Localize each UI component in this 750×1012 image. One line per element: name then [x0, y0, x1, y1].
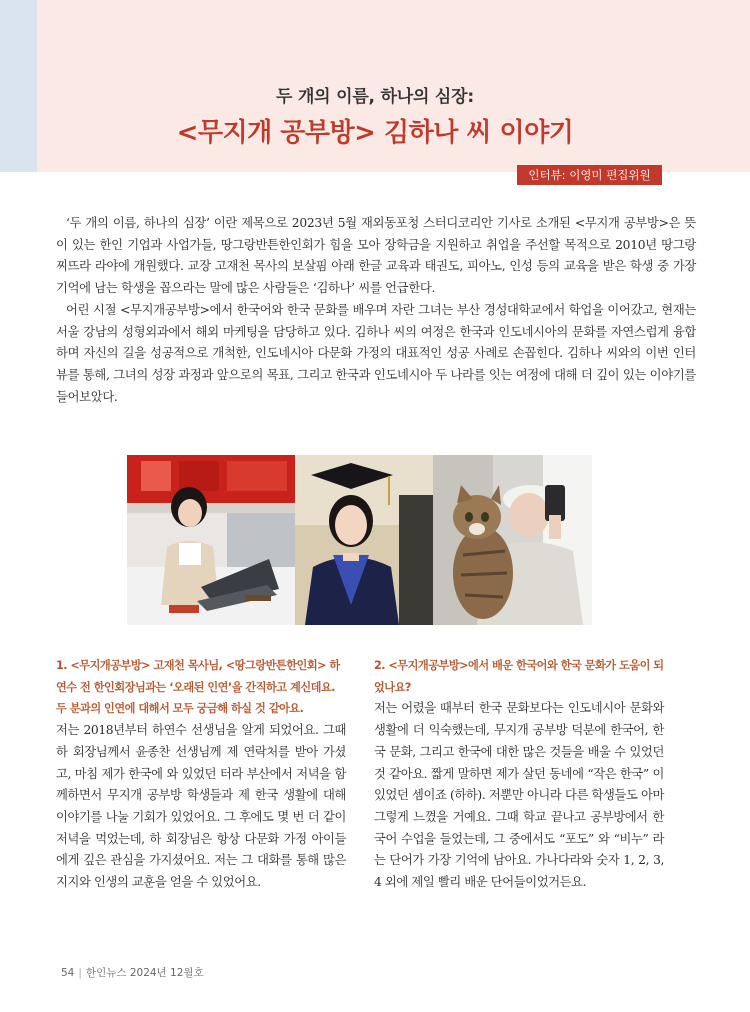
page-footer [61, 965, 204, 980]
photo-graduation [295, 455, 433, 625]
graduation-photo-image [295, 455, 433, 625]
footer-separator: | [78, 967, 82, 979]
intro-paragraph: ‘두 개의 이름, 하나의 심장’ 이란 제목으로 2023년 5월 재외동포청 스터디코리안 기사로 소개된 <무지개 공부방>은 뜻이 있는 한인 기업과 사업가들, 땅그랑반튼한인회가 힘을 모아 장학금을 지원하고 취업을 주선할 목적으로 2010년 땅그랑 찌뜨라 라야에 개원했다. 교장 고재천 목사의 보살핌 아래 한글 교육과 태권도, 피아노, 인성 등의 교육을 받은 학생 중 가장 기억에 남는 학생을 꼽으라는 말에 많은 사람들은 ‘김하나’ 씨를 언급한다. [56, 216, 696, 296]
answer-text: 저는 어렸을 때부터 한국 문화보다는 인도네시아 문화와 생활에 더 익숙했는데, 무지개 공부방 덕분에 한국어, 한국 문화, 그리고 한국에 대한 많은 것들을 배울 수 있었던 것 같아요. 짧게 말하면 제가 살던 동네에 “작은 한국” 이 있었던 셈이죠 (하하). 저뿐만 아니라 다른 학생들도 아마 그렇게 느꼈을 거예요. 그때 학교 끝나고 공부방에서 한국어 수업을 들었는데, 그 중에서도 “포도” 와 “비누” 라는 단어가 가장 기억에 남아요. 가나다라와 숫자 1, 2, 3, 4 외에 제일 빨리 배운 단어들이었거든요. [374, 701, 664, 890]
photo-strip [127, 455, 592, 625]
article-title: <무지개 공부방> 김하나 씨 이야기 [176, 118, 574, 148]
publication-name: 한인뉴스 2024년 12월호 [85, 967, 204, 979]
interviewer-badge: 인터뷰: 이영미 편집위원 [517, 165, 662, 185]
question-heading: 1. <무지개공부방> 고재천 목사님, <땅그랑반튼한인회> 하연수 전 한인회장님과는 ‘오래된 인연’을 간직하고 계신데요. 두 분과의 인연에 대해서 모두 궁금해 하실 것 같아요. [56, 659, 340, 716]
article-subtitle: 두 개의 이름, 하나의 심장: [276, 87, 474, 107]
photo-cat [433, 455, 592, 625]
intro-text [56, 213, 696, 408]
page-number: 54 [61, 967, 75, 979]
qa-column-right [374, 655, 664, 894]
answer-text: 저는 2018년부터 하연수 선생님을 알게 되었어요. 그때 하 회장님께서 윤종찬 선생님께 제 연락처를 받아 가셨고, 마침 제가 한국에 와 있었던 터라 부산에서 저녁을 함께하면서 무지개 공부방 학생들과 제 한국 생활에 대해 이야기를 나눌 기회가 있었어요. 그 후에도 몇 번 더 같이 저녁을 먹었는데, 하 회장님은 항상 다문화 가정 아이들에게 깊은 관심을 가지셨어요. 저는 그 대화를 통해 많은 지지와 인생의 교훈을 얻을 수 있었어요. [56, 723, 346, 890]
qa-column-left [56, 655, 346, 894]
office-photo-image [127, 455, 295, 625]
question-heading: 2. <무지개공부방>에서 배운 한국어와 한국 문화가 도움이 되었나요? [374, 659, 664, 694]
photo-office [127, 455, 295, 625]
intro-paragraph: 어린 시절 <무지개공부방>에서 한국어와 한국 문화를 배우며 자란 그녀는 부산 경성대학교에서 학업을 이어갔고, 현재는 서울 강남의 성형외과에서 해외 마케팅을 담당하고 있다. 김하나 씨의 여정은 한국과 인도네시아의 문화를 자연스럽게 융합하며 자신의 길을 성공적으로 개척한, 인도네시아 다문화 가정의 대표적인 성공 사례로 손꼽힌다. 김하나 씨와의 이번 인터뷰를 통해, 그녀의 성장 과정과 앞으로의 목표, 그리고 한국과 인도네시아 두 나라를 잇는 여정에 대해 더 깊이 있는 이야기를 들어보았다. [56, 302, 696, 404]
cat-photo-image [433, 455, 592, 625]
